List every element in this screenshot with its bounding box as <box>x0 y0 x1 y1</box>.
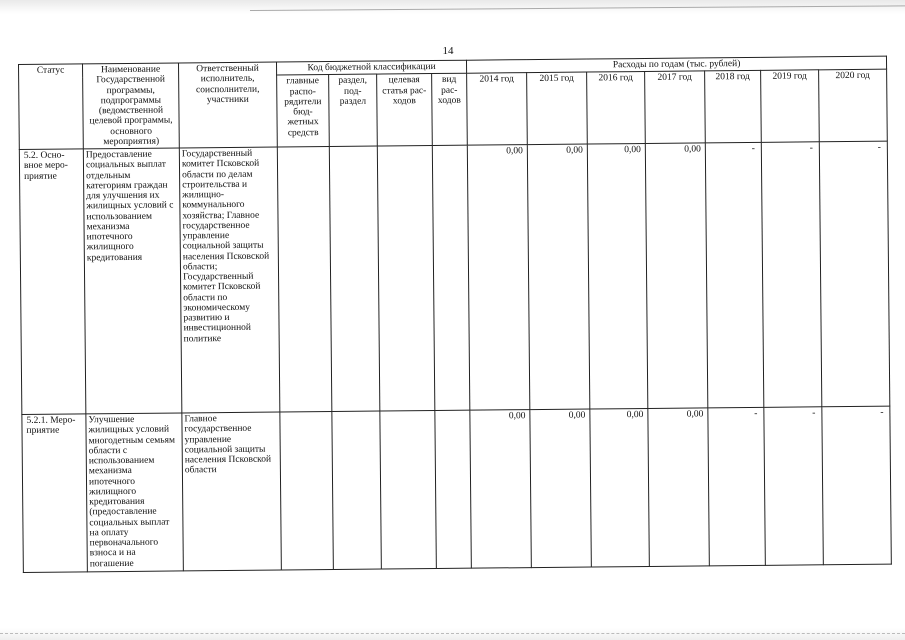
row-code-type <box>432 145 470 410</box>
row-value-2016: 0,00 <box>590 408 650 567</box>
row-value-2019: - <box>764 407 824 566</box>
row-value-2015: 0,00 <box>527 144 590 410</box>
header-code-section: раздел, под-раздел <box>329 74 378 146</box>
row-executor: Главное государственное управление социальной защиты населения Псковской области <box>182 412 282 571</box>
row-code-grbs <box>277 147 332 412</box>
budget-table <box>18 56 892 573</box>
header-year-2019: 2019 год <box>761 70 820 142</box>
header-code-grbs: главные распо-рядители бюд-жетных средств <box>277 75 330 147</box>
header-status: Статус <box>19 64 84 150</box>
header-year-2017: 2017 год <box>645 71 706 143</box>
header-name: Наименование Государственной программы, подпрограммы (ведомственной целевой программы, основного мероприятия) <box>83 63 180 149</box>
row-value-2015: 0,00 <box>530 409 592 568</box>
row-value-2018: - <box>708 407 766 566</box>
row-value-2017: 0,00 <box>645 143 708 409</box>
row-status: 5.2. Осно-вное меро-приятие <box>19 149 86 415</box>
row-value-2016: 0,00 <box>587 143 648 409</box>
header-year-2014: 2014 год <box>467 73 528 145</box>
row-code-article <box>377 146 435 412</box>
row-value-2020: - <box>822 406 892 565</box>
row-code-type <box>435 410 472 568</box>
scan-bottom-edge <box>0 633 905 634</box>
header-expenses-group: Расходы по годам (тыс. рублей) <box>466 56 886 73</box>
row-status: 5.2.1. Меро-приятие <box>22 414 88 573</box>
header-executor: Ответственный исполнитель, соисполнители, участники <box>178 62 277 148</box>
row-code-section <box>329 146 380 411</box>
row-name: Улучшение жилищных условий многодетным семьям области с использованием механизма ипотечного жилищного кредитования (предоставление социальных выплат на оплату первоначального взноса и на погашение <box>86 413 184 572</box>
header-code-type: вид рас-ходов <box>432 73 468 145</box>
table-row <box>19 141 890 414</box>
header-year-2016: 2016 год <box>587 72 646 144</box>
row-name: Предоставление социальных выплат отдельным категориям граждан для улучшения их жилищных условий с использованием механизма ипотечного жилищного кредитования <box>83 148 182 414</box>
header-year-2015: 2015 год <box>527 72 588 144</box>
row-executor: Государственный комитет Псковской области по делам строительства и жилищно-коммунального хозяйства; Главное государственное управление социальной защиты населения Псковской области; Государственный комитет Псковской области по экономическому развитию и инвестиционной политике <box>179 147 280 413</box>
header-code-article: целевая статья рас-ходов <box>377 74 433 146</box>
header-year-2018: 2018 год <box>705 71 762 143</box>
row-value-2014: 0,00 <box>470 410 532 569</box>
table-row <box>22 406 892 572</box>
row-value-2017: 0,00 <box>648 408 710 567</box>
row-value-2014: 0,00 <box>467 145 530 411</box>
page-number: 14 <box>442 45 454 57</box>
row-code-grbs <box>280 412 334 570</box>
header-year-2020: 2020 год <box>819 69 888 141</box>
row-code-section <box>332 411 382 569</box>
header-budget-code-group: Код бюджетной классификации <box>276 60 466 75</box>
scan-bottom-shadow <box>0 628 905 640</box>
budget-table-sheet <box>18 56 891 604</box>
row-value-2020: - <box>819 141 890 407</box>
row-code-article <box>380 411 437 570</box>
row-value-2018: - <box>705 142 764 408</box>
row-value-2019: - <box>761 142 822 408</box>
